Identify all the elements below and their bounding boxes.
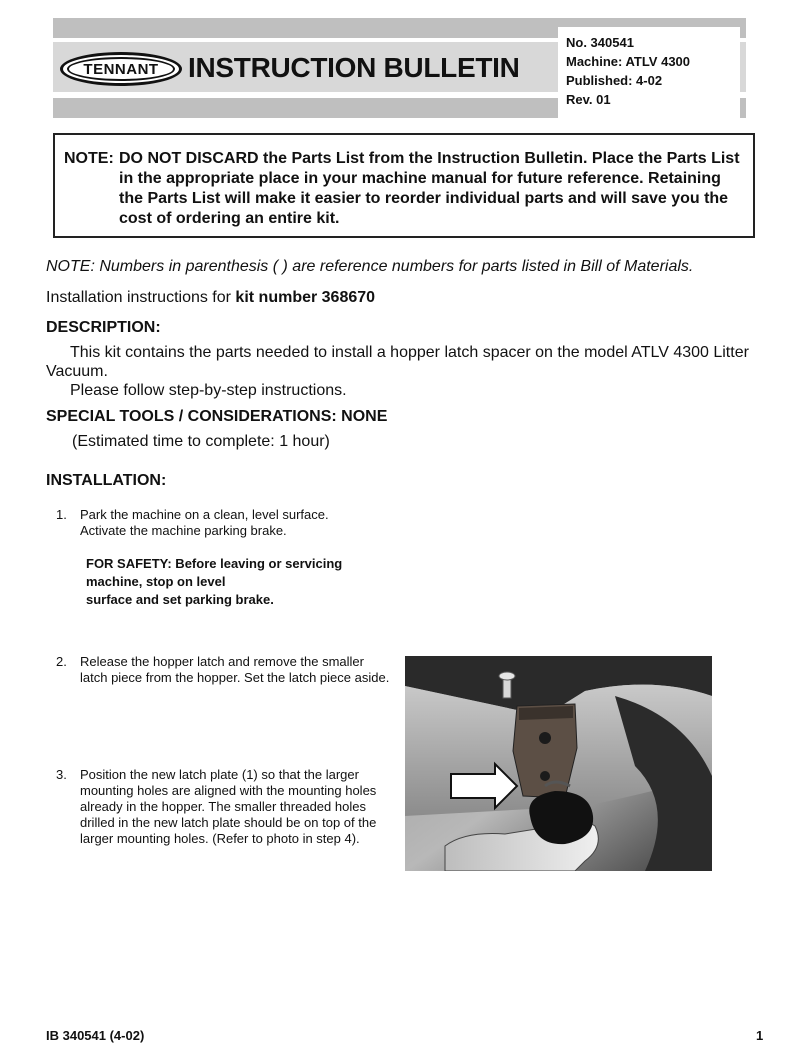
step-number: 2. xyxy=(56,654,67,669)
description-paragraph: This kit contains the parts needed to install a hopper latch spacer on the model ATLV 4300 Litter Vacuum. xyxy=(46,344,749,380)
bulletin-machine: Machine: ATLV 4300 xyxy=(566,54,691,69)
bulletin-number: No. 340541 xyxy=(566,35,634,50)
parts-list-note xyxy=(53,133,755,238)
safety-warning xyxy=(86,555,386,609)
step-text: Release the hopper latch and remove the smaller latch piece from the hopper. Set the latch piece aside. xyxy=(80,654,390,685)
step-text: Position the new latch plate (1) so that the larger mounting holes are aligned with the mounting holes already in the hopper. The smaller threaded holes drilled in the new latch plate should be on top of the larger mounting holes. (Refer to photo in step 4). xyxy=(80,767,377,846)
kit-line-prefix: Installation instructions for xyxy=(46,289,236,306)
note-text: DO NOT DISCARD the Parts List from the Instruction Bulletin. Place the Parts List in the appropriate place in your machine manual for future reference. Retaining the Parts List will make it easier to reorder individual parts and will save you the cost of ordering an entire kit. xyxy=(119,150,740,227)
step-number: 1. xyxy=(56,507,67,522)
mounting-hole-icon xyxy=(539,732,551,744)
step-text: Park the machine on a clean, level surface. Activate the machine parking brake. xyxy=(80,507,329,538)
installation-heading: INSTALLATION: xyxy=(46,472,167,489)
tennant-logo xyxy=(60,52,182,86)
note-label: NOTE: xyxy=(64,150,114,167)
kit-line xyxy=(46,289,375,307)
mounting-hole-icon xyxy=(540,771,550,781)
page-number: 1 xyxy=(756,1028,764,1043)
footer-doc-id: IB 340541 (4-02) xyxy=(46,1028,145,1043)
safety-line: surface and set parking brake. xyxy=(86,592,274,607)
description-heading: DESCRIPTION: xyxy=(46,319,161,336)
bolt-head-icon xyxy=(499,672,515,680)
reference-note: NOTE: Numbers in parenthesis ( ) are reference numbers for parts listed in Bill of Materials. xyxy=(46,258,694,275)
bulletin-published: Published: 4-02 xyxy=(566,73,663,88)
step-number: 3. xyxy=(56,767,67,782)
safety-line: machine, stop on level xyxy=(86,574,226,589)
latch-plate-photo xyxy=(405,656,712,871)
kit-number: kit number 368670 xyxy=(235,289,376,306)
bulletin-revision: Rev. 01 xyxy=(566,92,611,107)
latch-plate-top xyxy=(519,706,573,720)
logo-text: TENNANT xyxy=(67,57,175,81)
description-follow: Please follow step-by-step instructions. xyxy=(70,382,347,399)
special-tools-heading: SPECIAL TOOLS / CONSIDERATIONS: NONE xyxy=(46,408,388,425)
safety-line: FOR SAFETY: Before leaving or servicing xyxy=(86,556,343,571)
estimated-time: (Estimated time to complete: 1 hour) xyxy=(72,433,330,450)
bulletin-meta xyxy=(558,27,740,119)
page-title: INSTRUCTION BULLETIN xyxy=(188,52,520,83)
